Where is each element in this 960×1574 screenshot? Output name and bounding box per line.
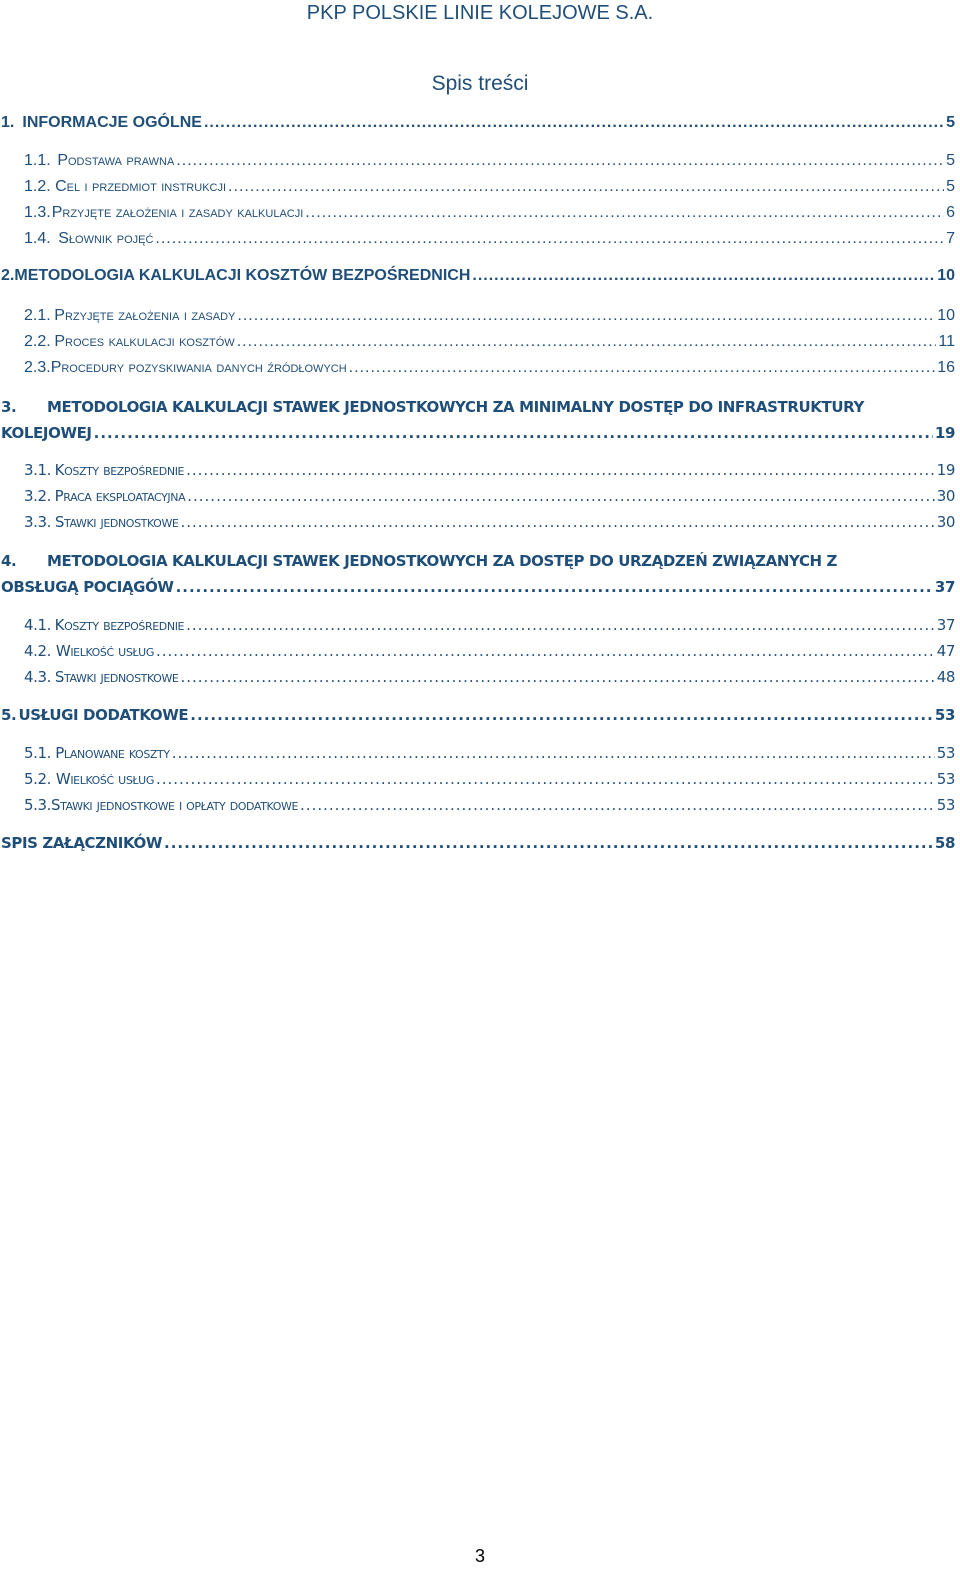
toc-leader-dots: [186, 461, 935, 479]
toc-entry-number: 4.3.: [24, 668, 52, 686]
toc-entry-label: Stawki jednostkowe i opłaty dodatkowe: [51, 796, 299, 814]
toc-entry-3[interactable]: [0, 424, 955, 450]
toc-entry-1-3[interactable]: [0, 204, 955, 230]
toc-leader-dots: [176, 578, 933, 596]
toc-entry-label: Proces kalkulacji kosztów: [54, 333, 235, 350]
toc-entry-4-line1[interactable]: [0, 552, 837, 570]
toc-entry-number: 2.3.: [24, 359, 51, 376]
toc-entry-label: Praca eksploatacyjna: [54, 487, 186, 505]
toc-entry-page: 19: [934, 424, 955, 442]
toc-entry-number: 1.1.: [24, 152, 51, 169]
toc-entry-page: 48: [936, 668, 955, 686]
toc-entry-number: 3.: [1, 398, 17, 416]
toc-entry-5-1[interactable]: [0, 744, 955, 770]
toc-entry-1-4[interactable]: [0, 230, 955, 256]
toc-entry-1-2[interactable]: [0, 178, 955, 204]
toc-entry-label: Koszty bezpośrednie: [54, 616, 185, 634]
toc-entry-label: METODOLOGIA KALKULACJI STAWEK JEDNOSTKOWYCH ZA DOSTĘP DO URZĄDZEŃ ZWIĄZANYCH Z: [47, 552, 838, 570]
toc-entry-1-1[interactable]: [0, 152, 955, 178]
toc-entry-label: INFORMACJE OGÓLNE: [22, 114, 202, 131]
toc-entry-label-continued: KOLEJOWEJ: [1, 424, 92, 442]
toc-entry-page: 53: [934, 706, 955, 724]
toc-leader-dots: [349, 359, 936, 377]
toc-entry-number: 4.2.: [24, 642, 52, 660]
toc-leader-dots: [187, 487, 934, 505]
page-number: 3: [474, 1546, 485, 1566]
toc-entry-page: 53: [936, 744, 955, 762]
toc-leader-dots: [164, 834, 933, 852]
toc-entry-page: 30: [936, 487, 955, 505]
toc-entry-number: 2.2.: [24, 333, 51, 350]
toc-entry-page: 37: [934, 578, 955, 596]
toc-entry-number: 1.: [1, 114, 15, 131]
toc-entry-5-3[interactable]: [0, 796, 955, 822]
toc-entry-page: 30: [936, 513, 955, 531]
toc-entry-label: Stawki jednostkowe: [54, 513, 179, 531]
toc-entry-number: 5.1.: [24, 744, 52, 762]
toc-entry-3-3[interactable]: [0, 513, 955, 539]
toc-entry-label: METODOLOGIA KALKULACJI KOSZTÓW BEZPOŚREDNICH: [14, 267, 471, 284]
toc-entry-number: 3.3.: [24, 513, 52, 531]
toc-leader-dots: [155, 230, 944, 248]
toc-leader-dots: [186, 616, 935, 634]
toc-entry-number: 1.2.: [24, 178, 51, 195]
toc-entry-page: 5: [946, 114, 955, 131]
toc-entry-label: USŁUGI DODATKOWE: [18, 706, 189, 724]
toc-entry-number: 5.3.: [24, 796, 52, 814]
toc-entry-number: 5.: [1, 706, 17, 724]
toc-entry-page: 16: [937, 359, 955, 376]
toc-entry-label: METODOLOGIA KALKULACJI STAWEK JEDNOSTKOWYCH ZA MINIMALNY DOSTĘP DO INFRASTRUKTURY: [47, 398, 864, 416]
toc-leader-dots: [156, 770, 935, 788]
toc-entry-number: 3.1.: [24, 461, 52, 479]
toc-entry-page: 53: [936, 770, 955, 788]
toc-leader-dots: [237, 307, 935, 325]
toc-entry-label-continued: OBSŁUGĄ POCIĄGÓW: [1, 578, 174, 596]
toc-leader-dots: [228, 178, 944, 196]
toc-entry-label: Wielkość usług: [55, 642, 154, 660]
toc-entry-3-line1[interactable]: [0, 398, 864, 416]
toc-entry-2-1[interactable]: [0, 307, 955, 333]
toc-entry-page: 58: [934, 834, 955, 852]
toc-leader-dots: [176, 152, 944, 170]
toc-entry-label: Przyjęte założenia i zasady kalkulacji: [51, 204, 304, 221]
toc-entry-2-3[interactable]: [0, 359, 955, 385]
toc-entry-label: Koszty bezpośrednie: [54, 461, 185, 479]
toc-entry-5-2[interactable]: [0, 770, 955, 796]
toc-leader-dots: [172, 744, 935, 762]
toc-entry-label: Słownik pojęć: [58, 230, 154, 247]
toc-entry-page: 47: [936, 642, 955, 660]
toc-entry-page: 10: [937, 307, 955, 324]
toc-entry-4-1[interactable]: [0, 616, 955, 642]
toc-entry-5[interactable]: [0, 706, 955, 732]
toc-entry-4-3[interactable]: [0, 668, 955, 694]
toc-entry-4[interactable]: [0, 578, 955, 604]
toc-entry-number: 4.1.: [24, 616, 52, 634]
toc-entry-label: Procedury pozyskiwania danych źródłowych: [50, 359, 347, 376]
toc-entry-3-1[interactable]: [0, 461, 955, 487]
toc-entry-attachments[interactable]: [0, 834, 955, 860]
toc-entry-3-2[interactable]: [0, 487, 955, 513]
toc-leader-dots: [472, 267, 935, 285]
toc-entry-label: Cel i przedmiot instrukcji: [55, 178, 227, 195]
toc-leader-dots: [300, 796, 935, 814]
toc-entry-label: Stawki jednostkowe: [54, 668, 179, 686]
toc-entry-page: 10: [937, 267, 955, 284]
toc-leader-dots: [190, 706, 933, 724]
toc-leader-dots: [204, 114, 944, 132]
toc-leader-dots: [237, 333, 937, 351]
toc-entry-page: 5: [946, 152, 955, 169]
toc-entry-page: 53: [936, 796, 955, 814]
toc-entry-2-2[interactable]: [0, 333, 955, 359]
toc-entry-4-2[interactable]: [0, 642, 955, 668]
toc-entry-number: 5.2.: [24, 770, 52, 788]
toc-entry-page: 6: [946, 204, 955, 221]
document-header: PKP POLSKIE LINIE KOLEJOWE S.A.: [306, 2, 654, 24]
toc-entry-number: 2.1.: [24, 307, 51, 324]
toc-leader-dots: [180, 668, 934, 686]
toc-entry-page: 5: [946, 178, 955, 195]
toc-entry-number: 2.: [1, 267, 15, 284]
toc-leader-dots: [94, 424, 933, 442]
toc-entry-number: 1.4.: [24, 230, 51, 247]
toc-entry-page: 19: [936, 461, 955, 479]
toc-entry-page: 37: [936, 616, 955, 634]
toc-entry-label: Przyjęte założenia i zasady: [54, 307, 236, 324]
toc-entry-label: Wielkość usług: [55, 770, 154, 788]
toc-entry-number: 1.3.: [24, 204, 51, 221]
toc-entry-2[interactable]: [0, 267, 955, 293]
toc-entry-label: Podstawa prawna: [57, 152, 175, 169]
toc-entry-number: 3.2.: [24, 487, 52, 505]
toc-entry-number: 4.: [1, 552, 17, 570]
toc-leader-dots: [156, 642, 935, 660]
toc-leader-dots: [180, 513, 934, 531]
toc-entry-page: 11: [938, 333, 955, 350]
toc-entry-page: 7: [946, 230, 955, 247]
toc-entry-label: Planowane koszty: [55, 744, 170, 762]
toc-leader-dots: [305, 204, 944, 222]
toc-title: Spis treści: [431, 72, 529, 95]
toc-entry-label: SPIS ZAŁĄCZNIKÓW: [1, 834, 162, 852]
toc-entry-1[interactable]: [0, 114, 955, 140]
